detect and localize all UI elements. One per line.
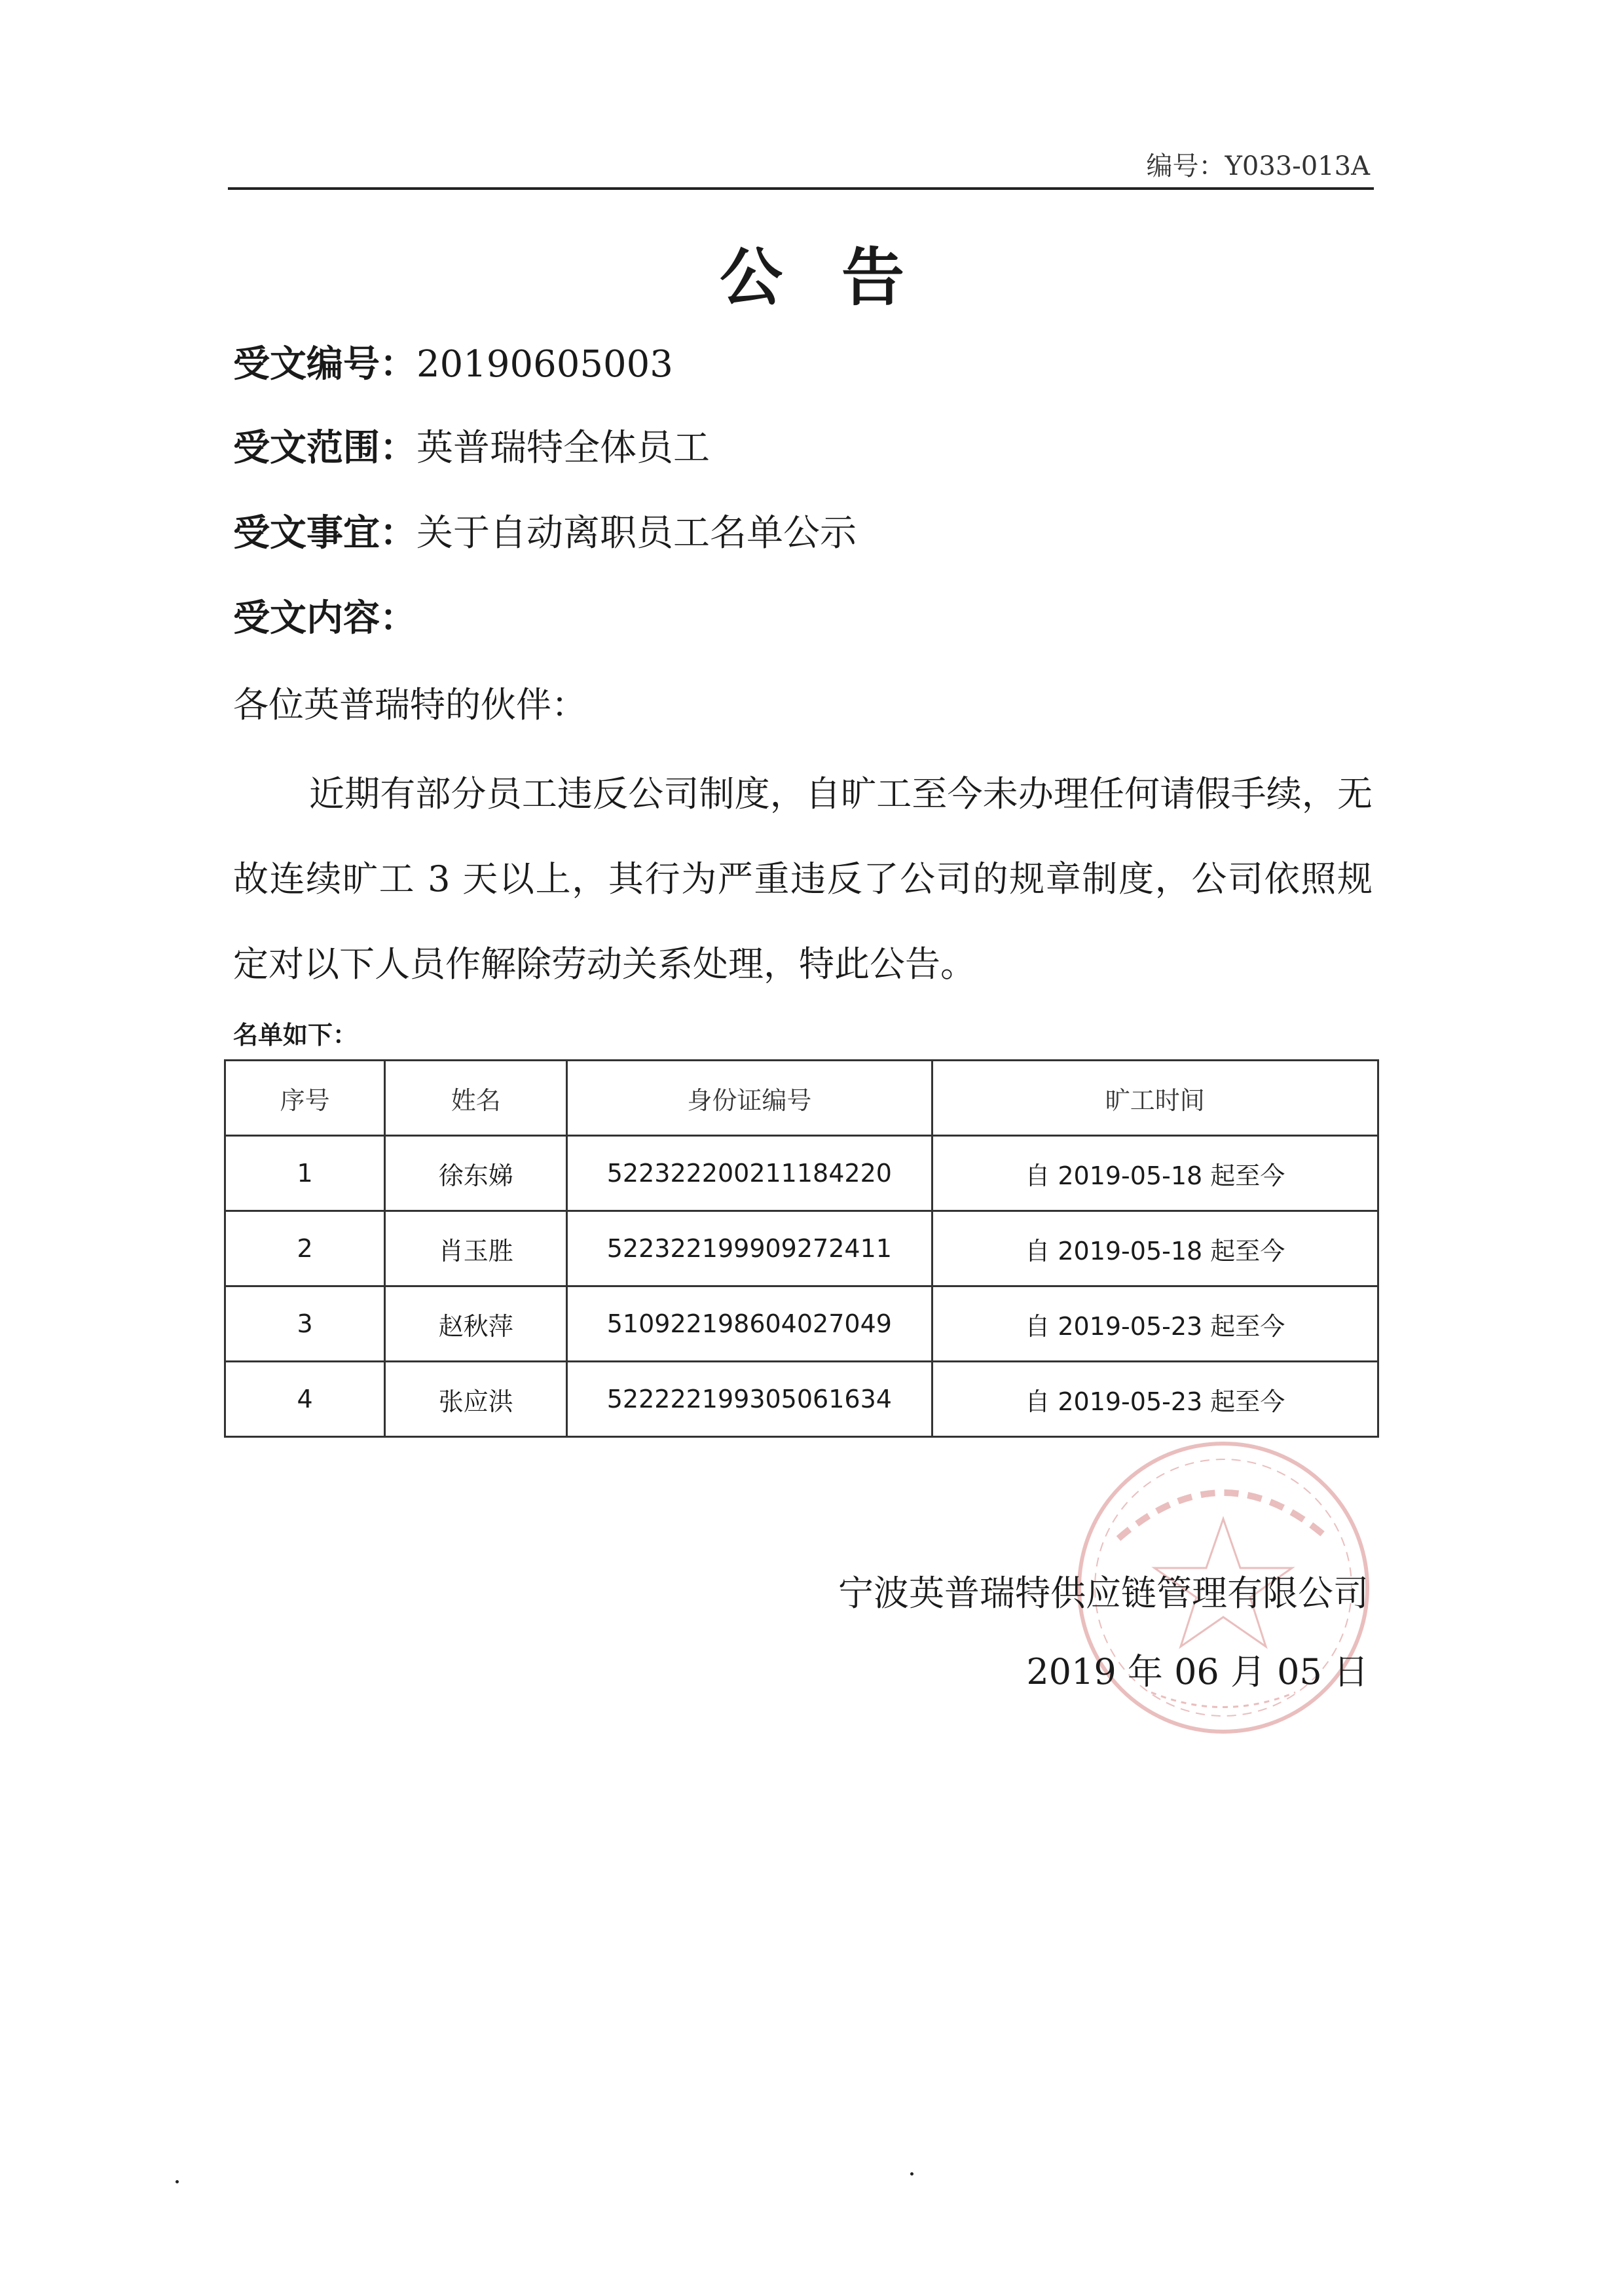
cell-absence-time: 自 2019-05-18 起至今 [932, 1211, 1378, 1286]
table-row [225, 1211, 1378, 1286]
scan-speck [910, 2172, 913, 2176]
field-label: 受文范围： [233, 427, 416, 469]
cell-id-number: 510922198604027049 [567, 1286, 932, 1362]
cell-name: 肖玉胜 [385, 1211, 567, 1286]
field-subject [233, 504, 857, 556]
page-title: 公告 [720, 241, 963, 314]
header-index: 序号 [225, 1061, 385, 1136]
salutation: 各位英普瑞特的伙伴： [233, 684, 587, 725]
cell-absence-time: 自 2019-05-23 起至今 [932, 1362, 1378, 1437]
table-row [225, 1286, 1378, 1362]
scan-speck [175, 2180, 179, 2183]
cell-absence-time: 自 2019-05-23 起至今 [932, 1286, 1378, 1362]
signature-company: 宁波英普瑞特供应链管理有限公司 [838, 1573, 1369, 1614]
signature-block [838, 1554, 1369, 1711]
cell-index: 2 [225, 1211, 385, 1286]
header-divider [228, 187, 1374, 190]
field-document-id [233, 335, 673, 388]
cell-id-number: 522322199909272411 [567, 1211, 932, 1286]
table-row [225, 1136, 1378, 1211]
cell-name: 张应洪 [385, 1362, 567, 1437]
field-label: 受文内容： [233, 597, 416, 640]
header-id-number: 身份证编号 [567, 1061, 932, 1136]
employee-table [224, 1059, 1379, 1438]
document-number: 编号：Y033-013A [1146, 151, 1370, 181]
table-header-row [225, 1061, 1378, 1136]
notice-body: 近期有部分员工违反公司制度，自旷工至今未办理任何请假手续，无故连续旷工 3 天以上，其行为严重违反了公司的规章制度，公司依照规定对以下人员作解除劳动关系处理，特此公告。 [233, 773, 1373, 985]
cell-index: 1 [225, 1136, 385, 1211]
field-label: 受文事宜： [233, 512, 416, 555]
field-value: 20190605003 [416, 343, 673, 386]
field-label: 受文编号： [233, 343, 416, 386]
cell-name: 徐东娣 [385, 1136, 567, 1211]
header-name: 姓名 [385, 1061, 567, 1136]
signature-date: 2019 年 06 月 05 日 [1026, 1651, 1369, 1692]
cell-index: 3 [225, 1286, 385, 1362]
cell-index: 4 [225, 1362, 385, 1437]
header-absence-time: 旷工时间 [932, 1061, 1378, 1136]
cell-id-number: 522222199305061634 [567, 1362, 932, 1437]
field-content [233, 589, 416, 642]
list-caption: 名单如下： [233, 1021, 358, 1049]
field-value: 英普瑞特全体员工 [416, 427, 710, 469]
cell-id-number: 522322200211184220 [567, 1136, 932, 1211]
field-scope [233, 419, 710, 471]
table-row [225, 1362, 1378, 1437]
cell-absence-time: 自 2019-05-18 起至今 [932, 1136, 1378, 1211]
field-value: 关于自动离职员工名单公示 [416, 512, 857, 555]
cell-name: 赵秋萍 [385, 1286, 567, 1362]
